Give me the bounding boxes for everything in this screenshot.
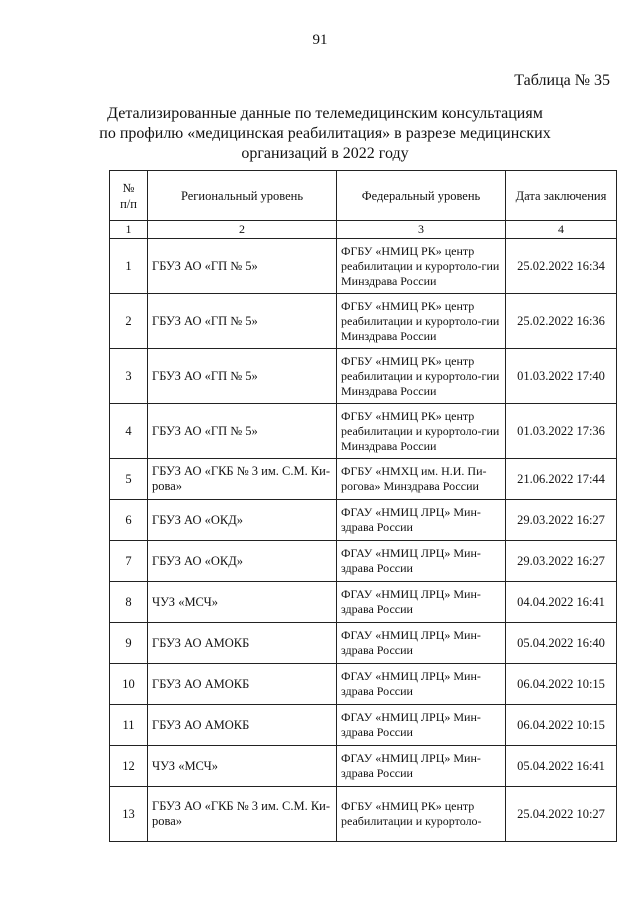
table-row [110, 623, 617, 664]
table-row [110, 500, 617, 541]
header-row [110, 171, 617, 221]
table-row [110, 746, 617, 787]
row-federal: ФГАУ «НМИЦ ЛРЦ» Мин-здрава России [337, 541, 506, 582]
row-federal: ФГАУ «НМИЦ ЛРЦ» Мин-здрава России [337, 746, 506, 787]
row-date: 01.03.2022 17:36 [506, 404, 617, 459]
row-regional: ГБУЗ АО «ГП № 5» [148, 239, 337, 294]
column-index: 1 [110, 221, 148, 239]
header-regional: Региональный уровень [148, 171, 337, 221]
row-num: 2 [110, 294, 148, 349]
row-federal: ФГАУ «НМИЦ ЛРЦ» Мин-здрава России [337, 705, 506, 746]
consultations-table [109, 170, 617, 842]
row-regional: ГБУЗ АО «ОКД» [148, 541, 337, 582]
row-date: 01.03.2022 17:40 [506, 349, 617, 404]
row-date: 04.04.2022 16:41 [506, 582, 617, 623]
table-body [110, 239, 617, 842]
page-number: 91 [312, 32, 328, 48]
table-row [110, 349, 617, 404]
row-date: 06.04.2022 10:15 [506, 664, 617, 705]
table-row [110, 705, 617, 746]
column-index: 3 [337, 221, 506, 239]
row-num: 13 [110, 787, 148, 842]
row-num: 6 [110, 500, 148, 541]
table-row [110, 664, 617, 705]
table-row [110, 787, 617, 842]
row-federal: ФГБУ «НМИЦ РК» центр реабилитации и курортоло-гии Минздрава России [337, 239, 506, 294]
column-index: 4 [506, 221, 617, 239]
row-federal: ФГБУ «НМХЦ им. Н.И. Пи-рогова» Минздрава России [337, 459, 506, 500]
row-federal: ФГАУ «НМИЦ ЛРЦ» Мин-здрава России [337, 664, 506, 705]
row-date: 25.02.2022 16:36 [506, 294, 617, 349]
row-federal: ФГБУ «НМИЦ РК» центр реабилитации и курортоло- [337, 787, 506, 842]
row-num: 3 [110, 349, 148, 404]
header-num: № п/п [110, 171, 148, 221]
row-regional: ГБУЗ АО «ОКД» [148, 500, 337, 541]
document-title [90, 104, 560, 164]
row-federal: ФГБУ «НМИЦ РК» центр реабилитации и курортоло-гии Минздрава России [337, 404, 506, 459]
title-line: по профилю «медицинская реабилитация» в разрезе медицинских [99, 125, 551, 142]
row-regional: ГБУЗ АО АМОКБ [148, 664, 337, 705]
row-date: 06.04.2022 10:15 [506, 705, 617, 746]
row-date: 21.06.2022 17:44 [506, 459, 617, 500]
row-date: 29.03.2022 16:27 [506, 500, 617, 541]
table-row [110, 582, 617, 623]
title-line: организаций в 2022 году [241, 145, 409, 162]
table-row [110, 459, 617, 500]
row-regional: ГБУЗ АО АМОКБ [148, 623, 337, 664]
row-date: 25.04.2022 10:27 [506, 787, 617, 842]
row-num: 8 [110, 582, 148, 623]
header-federal: Федеральный уровень [337, 171, 506, 221]
row-regional: ГБУЗ АО АМОКБ [148, 705, 337, 746]
row-num: 12 [110, 746, 148, 787]
column-index-row [110, 221, 617, 239]
row-regional: ГБУЗ АО «ГКБ № 3 им. С.М. Ки-рова» [148, 459, 337, 500]
row-federal: ФГБУ «НМИЦ РК» центр реабилитации и курортоло-гии Минздрава России [337, 294, 506, 349]
row-num: 10 [110, 664, 148, 705]
row-num: 11 [110, 705, 148, 746]
table-row [110, 239, 617, 294]
row-date: 05.04.2022 16:40 [506, 623, 617, 664]
row-regional: ГБУЗ АО «ГКБ № 3 им. С.М. Ки-рова» [148, 787, 337, 842]
row-federal: ФГАУ «НМИЦ ЛРЦ» Мин-здрава России [337, 623, 506, 664]
row-date: 29.03.2022 16:27 [506, 541, 617, 582]
table-row [110, 541, 617, 582]
row-regional: ЧУЗ «МСЧ» [148, 582, 337, 623]
table-caption: Таблица № 35 [514, 72, 610, 89]
header-date: Дата заключения [506, 171, 617, 221]
row-num: 9 [110, 623, 148, 664]
row-regional: ЧУЗ «МСЧ» [148, 746, 337, 787]
row-num: 1 [110, 239, 148, 294]
row-num: 5 [110, 459, 148, 500]
table-row [110, 404, 617, 459]
row-date: 25.02.2022 16:34 [506, 239, 617, 294]
row-date: 05.04.2022 16:41 [506, 746, 617, 787]
title-line: Детализированные данные по телемедицинским консультациям [107, 105, 543, 122]
row-num: 4 [110, 404, 148, 459]
column-index: 2 [148, 221, 337, 239]
table-row [110, 294, 617, 349]
row-regional: ГБУЗ АО «ГП № 5» [148, 404, 337, 459]
row-regional: ГБУЗ АО «ГП № 5» [148, 349, 337, 404]
row-federal: ФГАУ «НМИЦ ЛРЦ» Мин-здрава России [337, 582, 506, 623]
row-num: 7 [110, 541, 148, 582]
row-regional: ГБУЗ АО «ГП № 5» [148, 294, 337, 349]
row-federal: ФГБУ «НМИЦ РК» центр реабилитации и курортоло-гии Минздрава России [337, 349, 506, 404]
row-federal: ФГАУ «НМИЦ ЛРЦ» Мин-здрава России [337, 500, 506, 541]
